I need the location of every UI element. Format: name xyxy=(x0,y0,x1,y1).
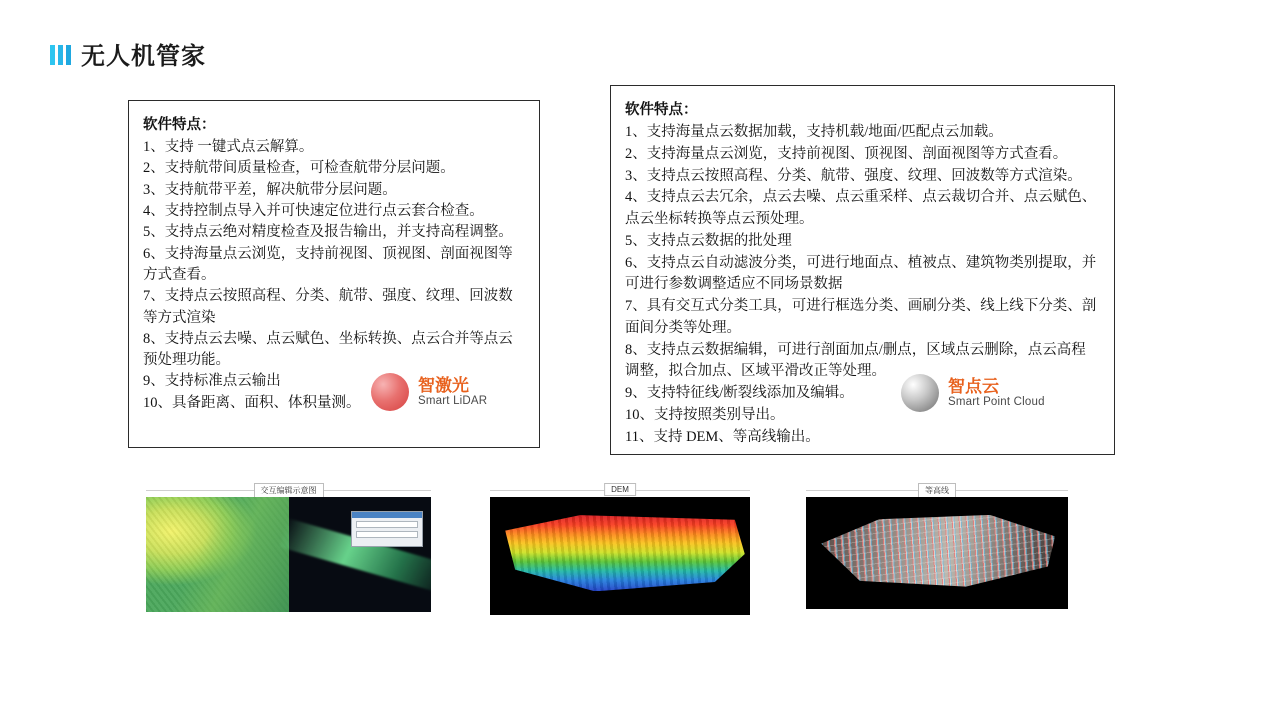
software-features-panel-left xyxy=(128,100,540,448)
panel-left-line-8: 8、支持点云去噪、点云赋色、坐标转换、点云合并等点云预处理功能。 xyxy=(143,330,513,369)
figure-1-caption: 交互编辑示意图 xyxy=(254,483,324,498)
figure-2-image xyxy=(490,497,750,615)
figure-contour xyxy=(806,486,1068,609)
figure-3-image xyxy=(806,497,1068,609)
brand-right-name-en: Smart Point Cloud xyxy=(948,396,1045,409)
panel-right-line-4: 4、支持点云去冗余，点云去噪、点云重采样、点云裁切合并、点云赋色、点云坐标转换等点云预处理。 xyxy=(625,189,1097,227)
panel-left-title: 软件特点： xyxy=(143,117,216,133)
brand-smart-lidar xyxy=(371,373,487,411)
panel-left-line-4: 4、支持控制点导入并可快速定位进行点云套合检查。 xyxy=(143,202,484,219)
figure-2-caption: DEM xyxy=(604,483,636,496)
figure-3-caption: 等高线 xyxy=(918,483,956,498)
gray-sphere-icon xyxy=(901,374,939,412)
panel-right-line-2: 2、支持海量点云浏览，支持前视图、顶视图、剖面视图等方式查看。 xyxy=(625,145,1068,162)
page-title: 无人机管家 xyxy=(81,43,206,70)
panel-left-line-7: 7、支持点云按照高程、分类、航带、强度、纹理、回波数等方式渲染 xyxy=(143,288,513,326)
page-header xyxy=(50,36,206,71)
panel-right-line-11: 11、支持 DEM、等高线输出。 xyxy=(625,428,820,445)
panel-right-line-9: 9、支持特征线/断裂线添加及编辑。 xyxy=(625,385,854,401)
brand-smart-point-cloud xyxy=(901,374,1045,412)
panel-left-line-6: 6、支持海量点云浏览，支持前视图、顶视图、剖面视图等方式查看。 xyxy=(143,245,513,283)
figure-1-image xyxy=(146,497,431,612)
brand-left-name-cn: 智激光 xyxy=(418,376,469,396)
panel-left-line-1: 1、支持 一键式点云解算。 xyxy=(143,139,314,155)
panel-left-line-5: 5、支持点云绝对精度检查及报告输出，并支持高程调整。 xyxy=(143,224,513,241)
panel-right-title: 软件特点： xyxy=(625,102,698,118)
brand-left-name-en: Smart LiDAR xyxy=(418,395,488,408)
figure-interactive-editing xyxy=(146,486,431,612)
panel-right-line-3: 3、支持点云按照高程、分类、航带、强度、纹理、回波数等方式渲染。 xyxy=(625,167,1082,184)
panel-left-line-2: 2、支持航带间质量检查，可检查航带分层问题。 xyxy=(143,160,455,177)
figure-dem xyxy=(490,485,750,615)
bars-logo-icon xyxy=(50,43,71,65)
panel-right-line-5: 5、支持点云数据的批处理 xyxy=(625,232,792,249)
panel-right-line-1: 1、支持海量点云数据加载，支持机载/地面/匹配点云加载。 xyxy=(625,124,1003,140)
brand-right-name-cn: 智点云 xyxy=(948,377,999,397)
panel-right-line-7: 7、具有交互式分类工具，可进行框选分类、画刷分类、线上线下分类、剖面间分类等处理。 xyxy=(625,298,1097,336)
panel-right-line-10: 10、支持按照类别导出。 xyxy=(625,406,785,423)
panel-right-line-6: 6、支持点云自动滤波分类，可进行地面点、植被点、建筑物类别提取，并可进行参数调整适应不同场景数据 xyxy=(625,254,1097,293)
panel-left-line-10: 10、具备距离、面积、体积量测。 xyxy=(143,394,361,411)
panel-right-line-8: 8、支持点云数据编辑，可进行剖面加点/删点，区域点云删除，点云高程调整，拟合加点、区域平滑改正等处理。 xyxy=(625,341,1086,380)
software-features-panel-right xyxy=(610,85,1115,455)
red-sphere-icon xyxy=(371,373,409,411)
panel-left-line-3: 3、支持航带平差，解决航带分层问题。 xyxy=(143,181,397,198)
panel-left-line-9: 9、支持标准点云输出 xyxy=(143,373,281,390)
